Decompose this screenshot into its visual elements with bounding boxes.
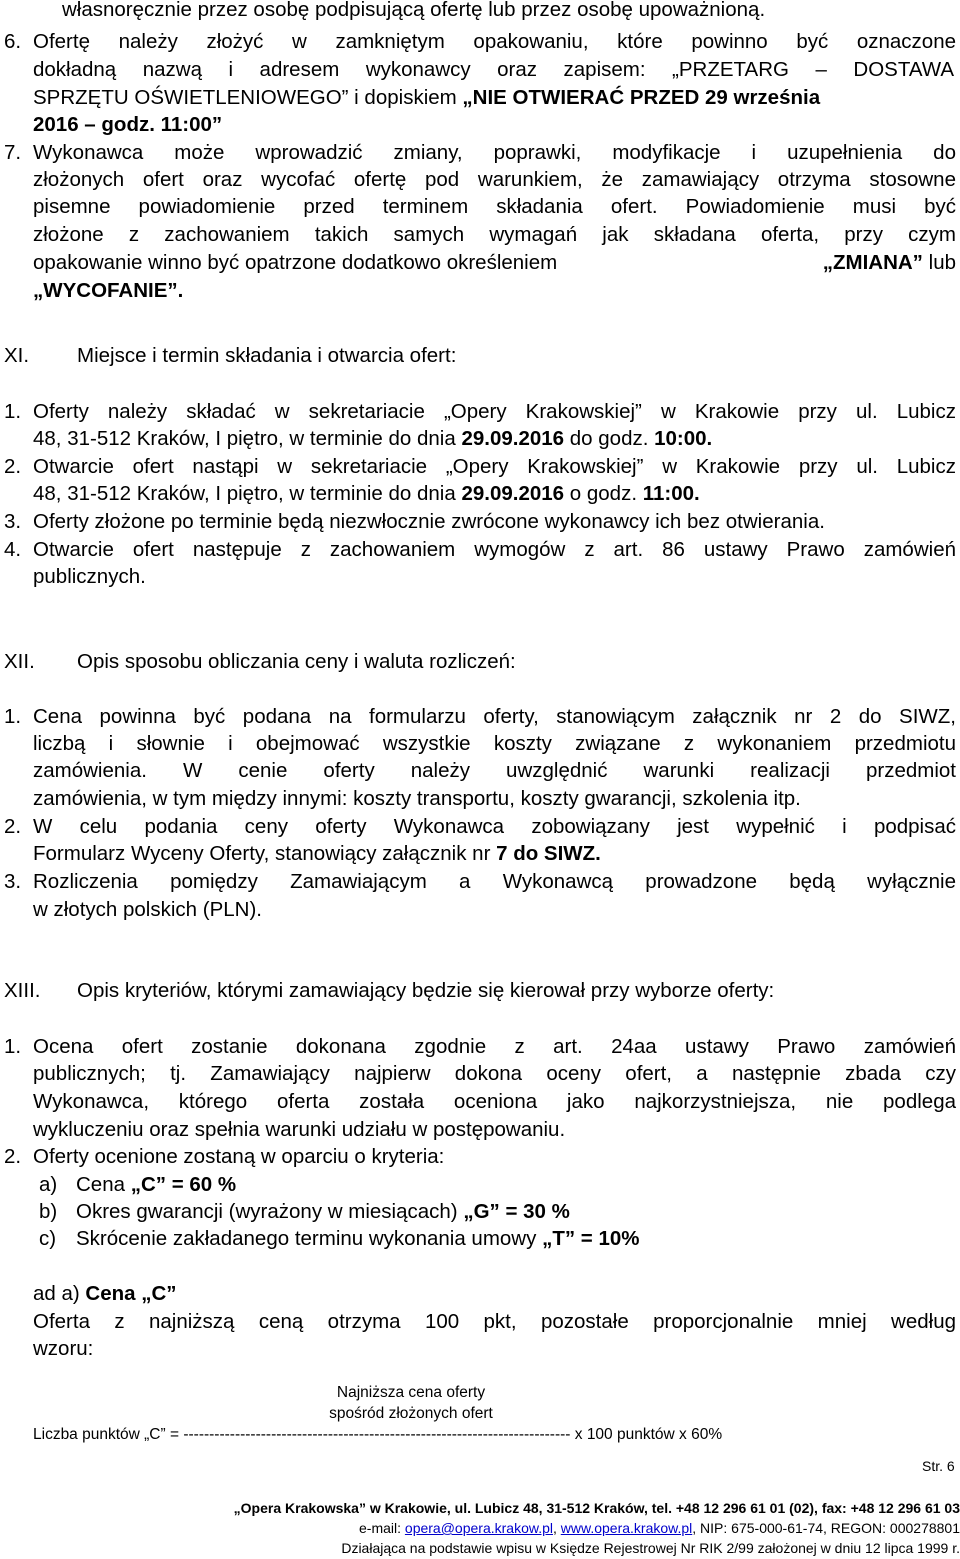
section-number: XII. [4, 650, 35, 673]
paragraph-line: zamówienia. W cenie oferty należy uwzględnić warunki realizacji przedmiot [33, 759, 956, 782]
list-number: 6. [4, 30, 22, 53]
paragraph-line: Oferta z najniższą ceną otrzyma 100 pkt, pozostałe proporcjonalnie mniej według [33, 1310, 956, 1333]
paragraph-line: wzoru: [33, 1337, 94, 1360]
page-number: Str. 6 [922, 1458, 955, 1474]
list-number: 4. [4, 538, 22, 561]
text-span: , [552, 1520, 561, 1536]
paragraph-line: zamówienia, w tym między innymi: koszty transportu, koszty gwarancji, szkolenia itp. [33, 787, 801, 810]
formula-line: Liczba punktów „C” = --------------------------------------------------------------------------- x 100 punktów x 60% [33, 1426, 723, 1443]
text-span: o godz. [564, 482, 643, 505]
bold-text: Cena „C” [85, 1282, 177, 1305]
paragraph-line [33, 480, 700, 507]
text-span: Cena [76, 1173, 131, 1196]
text-span: do godz. [564, 427, 655, 450]
text-span: opakowanie winno być opatrzone dodatkowo określeniem [33, 251, 558, 274]
section-number: XIII. [4, 979, 41, 1002]
text-span: Skrócenie zakładanego terminu wykonania umowy [76, 1227, 543, 1250]
paragraph-line: własnoręcznie przez osobę podpisującą ofertę lub przez osobę upoważnioną. [62, 0, 766, 21]
website-link[interactable]: www.opera.krakow.pl [560, 1520, 693, 1536]
paragraph-line: W celu podania ceny oferty Wykonawca zobowiązany jest wypełnić i podpisać [33, 815, 956, 838]
bold-text: 11:00. [642, 482, 700, 505]
bold-text: „NIE OTWIERAĆ PRZED 29 września [462, 86, 821, 109]
section-heading: Opis kryteriów, którymi zamawiający będzie się kierował przy wyborze oferty: [77, 979, 775, 1002]
list-number: 1. [4, 400, 22, 423]
paragraph-line [33, 249, 956, 276]
paragraph-line: Otwarcie ofert następuje z zachowaniem wymogów z art. 86 ustawy Prawo zamówień [33, 538, 956, 561]
bold-text: „G” = 30 % [463, 1200, 570, 1223]
email-link[interactable]: opera@opera.krakow.pl [404, 1520, 553, 1536]
text-span: ad a) [33, 1282, 86, 1305]
bold-text: 29.09.2016 [461, 427, 565, 450]
text-span: , NIP: 675-000-61-74, REGON: 000278801 [692, 1520, 960, 1536]
text-span: SPRZĘTU OŚWIETLENIOWEGO” i dopiskiem [33, 86, 463, 109]
paragraph-line: publicznych; tj. Zamawiający najpierw dokona oceny ofert, a następnie zbada czy [33, 1062, 956, 1085]
section-number: XI. [4, 344, 30, 367]
footer-line: „Opera Krakowska” w Krakowie, ul. Lubicz 48, 31-512 Kraków, tel. +48 12 296 61 01 (02), fax: +48 12 296 61 03 [233, 1500, 960, 1516]
formula-numerator: spośród złożonych ofert [329, 1405, 493, 1422]
list-number: 2. [4, 455, 22, 478]
paragraph-line [33, 425, 712, 452]
paragraph-line: liczbą i słownie i obejmować wszystkie koszty związane z wykonaniem przedmiotu [33, 732, 956, 755]
text-span: e-mail: [359, 1520, 405, 1536]
paragraph-line: złożonych ofert oraz wycofać ofertę pod warunkiem, że zamawiający otrzyma stosowne [33, 168, 956, 191]
paragraph-line: Ocena ofert zostanie dokonana zgodnie z art. 24aa ustawy Prawo zamówień [33, 1035, 956, 1058]
text-span: 48, 31-512 Kraków, I piętro, w terminie do dnia [33, 427, 462, 450]
list-number: 2. [4, 815, 22, 838]
paragraph-line: w złotych polskich (PLN). [33, 898, 262, 921]
paragraph-line: wykluczeniu oraz spełnia warunki udziału w postępowaniu. [33, 1118, 566, 1141]
criterion-line [76, 1225, 639, 1252]
paragraph-line: Oferty ocenione zostaną w oparciu o kryteria: [33, 1145, 445, 1168]
list-letter: c) [39, 1227, 57, 1250]
list-number: 1. [4, 705, 22, 728]
paragraph-line: złożone z zachowaniem takich samych wymagań jak składana oferta, przy czym [33, 223, 956, 246]
subheading [33, 1280, 177, 1307]
section-heading: Miejsce i termin składania i otwarcia ofert: [77, 344, 457, 367]
list-number: 2. [4, 1145, 22, 1168]
text-span: lub [922, 251, 956, 274]
formula-numerator: Najniższa cena oferty [336, 1384, 486, 1401]
criterion-line [76, 1171, 236, 1198]
bold-text: „T” = 10% [542, 1227, 640, 1250]
paragraph-line: publicznych. [33, 565, 146, 588]
list-number: 3. [4, 870, 22, 893]
paragraph-line: dokładną nazwą i adresem wykonawcy oraz zapisem: „PRZETARG – DOSTAWA [33, 58, 954, 81]
bold-text: 10:00. [654, 427, 713, 450]
paragraph-line: pisemne powiadomienie przed terminem składania ofert. Powiadomienie musi być [33, 195, 956, 218]
text-span: Formularz Wyceny Oferty, stanowiący załącznik nr [33, 842, 497, 865]
criterion-line [76, 1198, 570, 1225]
paragraph-line [33, 84, 820, 111]
paragraph-line: Ofertę należy złożyć w zamkniętym opakowaniu, które powinno być oznaczone [33, 30, 956, 53]
paragraph-line: Cena powinna być podana na formularzu oferty, stanowiącym załącznik nr 2 do SIWZ, [33, 705, 956, 728]
paragraph-line: 2016 – godz. 11:00” [33, 113, 223, 136]
paragraph-line: Oferty należy składać w sekretariacie „Opery Krakowskiej” w Krakowie przy ul. Lubicz [33, 400, 956, 423]
list-letter: b) [39, 1200, 58, 1223]
bold-text: „C” = 60 % [130, 1173, 237, 1196]
paragraph-line: „WYCOFANIE”. [33, 279, 184, 302]
list-letter: a) [39, 1173, 58, 1196]
paragraph-line: Otwarcie ofert nastąpi w sekretariacie „Opery Krakowskiej” w Krakowie przy ul. Lubicz [33, 455, 956, 478]
footer-line [0, 1520, 960, 1536]
paragraph-line [33, 840, 601, 867]
paragraph-line: Wykonawca, którego oferta została oceniona jako najkorzystniejsza, nie podlega [33, 1090, 956, 1113]
bold-text: „ZMIANA” [822, 251, 923, 274]
footer-line: Działająca na podstawie wpisu w Księdze Rejestrowej Nr RIK 2/99 założonej w dniu 12 lipca 1999 r. [341, 1540, 960, 1556]
text-span: 48, 31-512 Kraków, I piętro, w terminie do dnia [33, 482, 462, 505]
bold-text: 7 do SIWZ. [496, 842, 601, 865]
text-span: Okres gwarancji (wyrażony w miesiącach) [76, 1200, 464, 1223]
paragraph-line: Rozliczenia pomiędzy Zamawiającym a Wykonawcą prowadzone będą wyłącznie [33, 870, 956, 893]
list-number: 1. [4, 1035, 22, 1058]
paragraph-line: Oferty złożone po terminie będą niezwłocznie zwrócone wykonawcy ich bez otwierania. [33, 510, 825, 533]
bold-text: 29.09.2016 [461, 482, 565, 505]
list-number: 7. [4, 141, 22, 164]
section-heading: Opis sposobu obliczania ceny i waluta rozliczeń: [77, 650, 516, 673]
paragraph-line: Wykonawca może wprowadzić zmiany, poprawki, modyfikacje i uzupełnienia do [33, 141, 956, 164]
list-number: 3. [4, 510, 22, 533]
